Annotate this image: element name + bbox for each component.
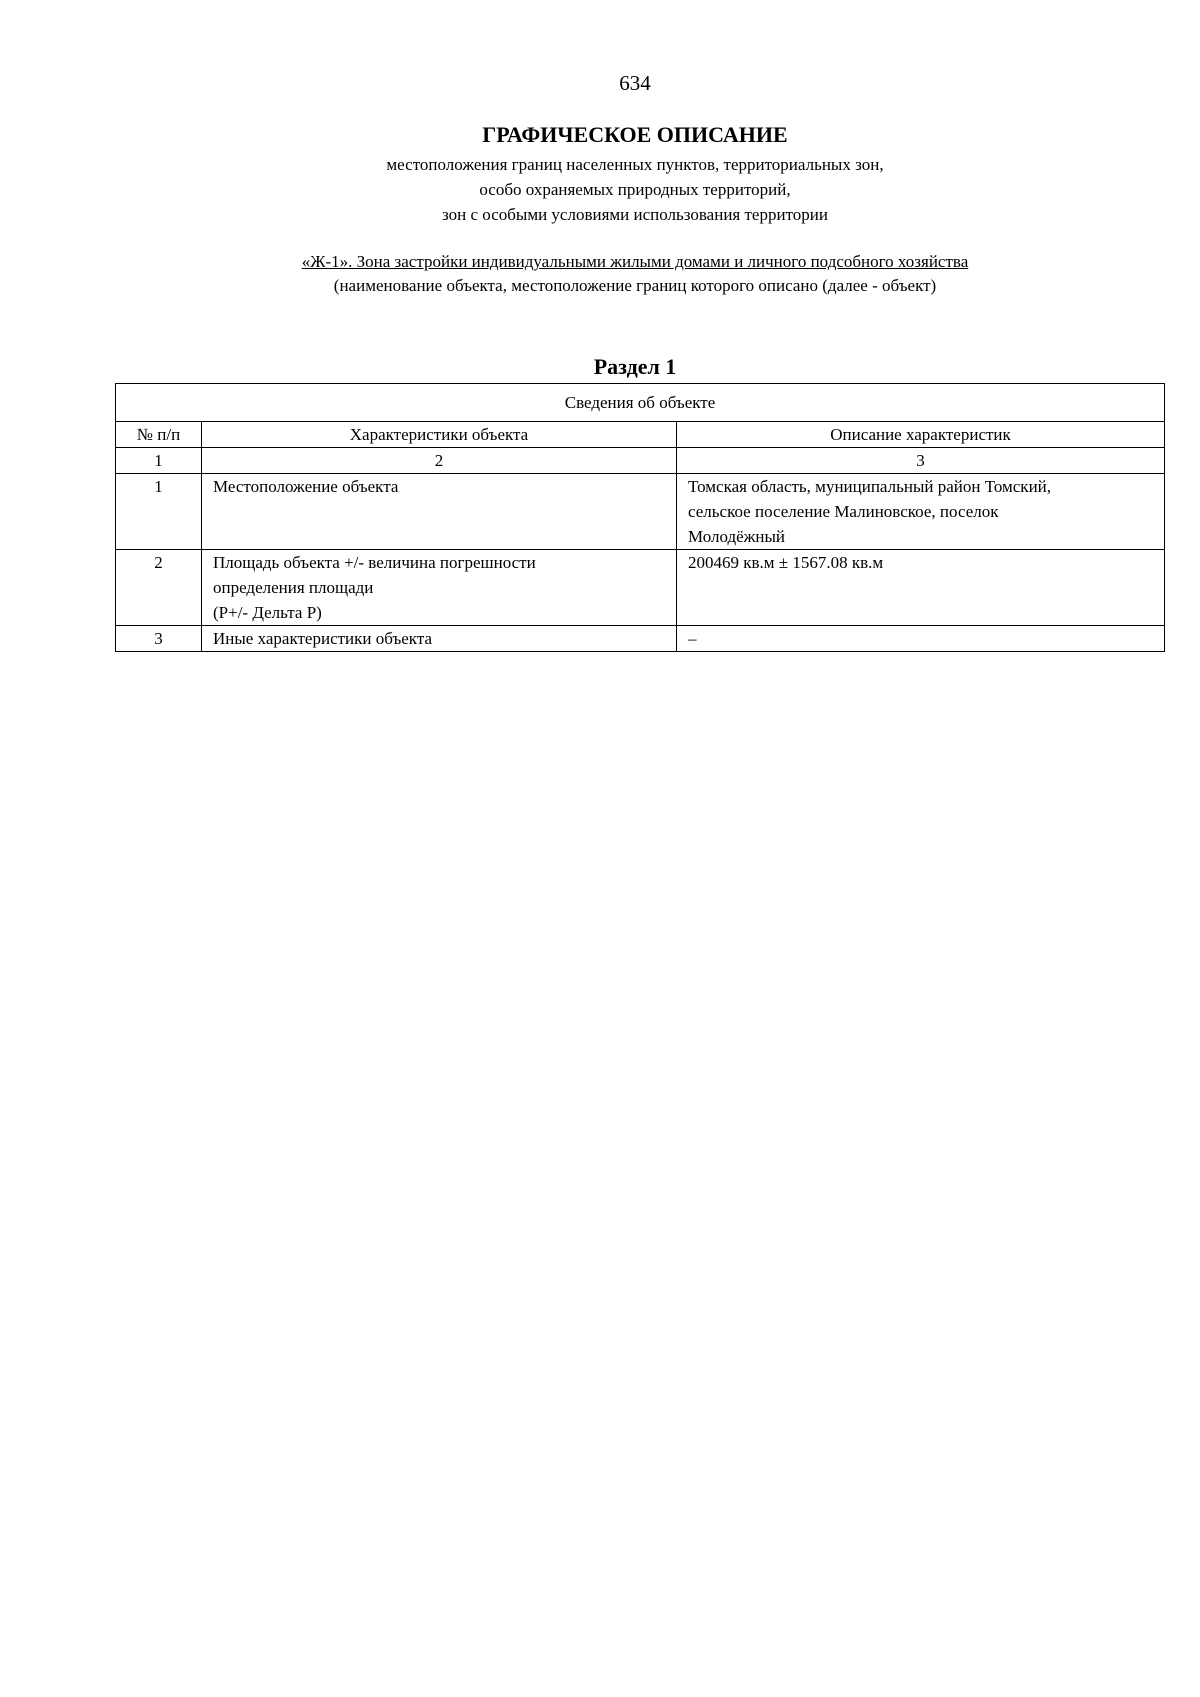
table-row bbox=[116, 474, 1165, 550]
cell-text-line: Иные характеристики объекта bbox=[213, 629, 433, 648]
header-number: № п/п bbox=[116, 422, 202, 448]
cell-text-line: сельское поселение Малиновское, поселок bbox=[688, 502, 999, 521]
cell-text-line: определения площади bbox=[213, 578, 374, 597]
row-description bbox=[677, 474, 1165, 550]
table-caption-row bbox=[116, 384, 1165, 422]
cell-text-line: (P+/- Дельта P) bbox=[213, 603, 322, 622]
table-row bbox=[116, 626, 1165, 652]
row-characteristic bbox=[202, 626, 677, 652]
cell-text-line: Местоположение объекта bbox=[213, 477, 399, 496]
row-number: 2 bbox=[116, 550, 202, 626]
column-number-row bbox=[116, 448, 1165, 474]
table-header-row bbox=[116, 422, 1165, 448]
header-characteristics: Характеристики объекта bbox=[202, 422, 677, 448]
cell-text-line: Томская область, муниципальный район Томский, bbox=[688, 477, 1052, 496]
subtitle-line: особо охраняемых природных территорий, bbox=[479, 180, 791, 199]
row-description bbox=[677, 550, 1165, 626]
column-number-cell: 3 bbox=[677, 448, 1165, 474]
row-number: 3 bbox=[116, 626, 202, 652]
subtitle-line: зон с особыми условиями использования территории bbox=[442, 205, 828, 224]
row-characteristic bbox=[202, 474, 677, 550]
column-number-cell: 2 bbox=[202, 448, 677, 474]
object-info-table bbox=[115, 383, 1165, 652]
column-number-cell: 1 bbox=[116, 448, 202, 474]
table-row bbox=[116, 550, 1165, 626]
object-name: «Ж-1». Зона застройки индивидуальными жилыми домами и личного подсобного хозяйства bbox=[301, 252, 969, 271]
page-number: 634 bbox=[619, 71, 651, 95]
row-description bbox=[677, 626, 1165, 652]
document-subtitle bbox=[0, 152, 1200, 227]
cell-text-line: Молодёжный bbox=[688, 527, 786, 546]
cell-text-line: 200469 кв.м ± 1567.08 кв.м bbox=[688, 553, 884, 572]
row-number: 1 bbox=[116, 474, 202, 550]
cell-text-line: – bbox=[688, 629, 697, 648]
document-title: ГРАФИЧЕСКОЕ ОПИСАНИЕ bbox=[482, 122, 788, 147]
subtitle-line: местоположения границ населенных пунктов, территориальных зон, bbox=[386, 155, 884, 174]
table-caption: Сведения об объекте bbox=[116, 384, 1165, 422]
row-characteristic bbox=[202, 550, 677, 626]
header-description: Описание характеристик bbox=[677, 422, 1165, 448]
cell-text-line: Площадь объекта +/- величина погрешности bbox=[213, 553, 536, 572]
section-title: Раздел 1 bbox=[593, 354, 677, 379]
object-name-caption: (наименование объекта, местоположение границ которого описано (далее - объект) bbox=[333, 276, 937, 295]
